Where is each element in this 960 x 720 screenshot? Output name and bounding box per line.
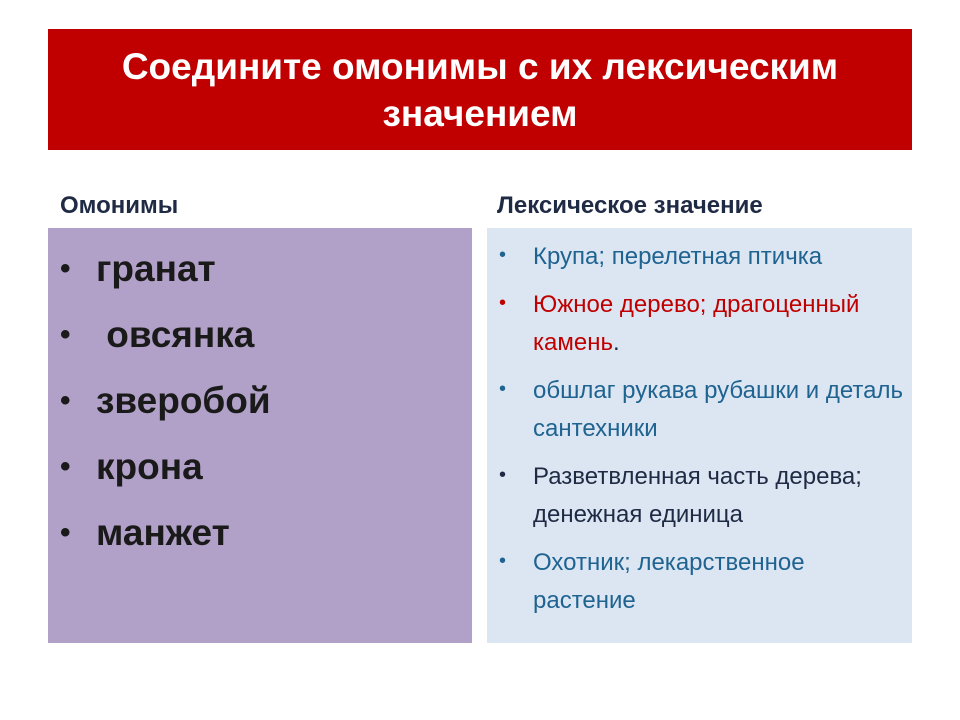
homonyms-panel (48, 228, 472, 643)
meaning-item (499, 372, 903, 448)
meaning-text: обшлаг рукава рубашки и деталь сантехники (533, 377, 903, 442)
meaning-item (499, 544, 903, 620)
bullet-icon: • (60, 384, 71, 417)
meaning-header: Лексическое значение (497, 192, 763, 219)
homonym-text: крона (96, 446, 203, 487)
meaning-text: Охотник; лекарственное растение (533, 549, 805, 614)
slide-title: Соедините омонимы с их лексическим значением (121, 45, 839, 134)
meaning-suffix: . (612, 329, 620, 356)
homonyms-header: Омонимы (60, 192, 179, 219)
bullet-icon: • (499, 292, 507, 314)
meaning-text: Крупа; перелетная птичка (533, 243, 823, 270)
bullet-icon: • (499, 244, 507, 266)
bullet-icon: • (60, 252, 71, 285)
homonym-item (60, 310, 271, 376)
meaning-item (499, 286, 903, 362)
homonym-text: манжет (96, 512, 230, 553)
meaning-item (499, 238, 903, 276)
bullet-icon: • (499, 378, 507, 400)
homonym-text: гранат (96, 248, 216, 289)
bullet-icon: • (499, 550, 507, 572)
title-banner (48, 29, 912, 150)
homonym-item (60, 442, 271, 508)
homonym-item (60, 244, 271, 310)
homonym-item (60, 508, 271, 574)
bullet-icon: • (60, 516, 71, 549)
meaning-item (499, 458, 903, 534)
bullet-icon: • (60, 450, 71, 483)
bullet-icon: • (60, 318, 71, 351)
meaning-text: Южное дерево; драгоценный камень (533, 291, 860, 356)
homonyms-list (60, 244, 271, 574)
homonym-text: зверобой (96, 380, 271, 421)
meanings-panel (487, 228, 912, 643)
homonym-item (60, 376, 271, 442)
meaning-text: Разветвленная часть дерева; денежная единица (533, 463, 862, 528)
homonym-text: овсянка (96, 314, 255, 355)
meanings-list (499, 238, 903, 630)
bullet-icon: • (499, 464, 507, 486)
